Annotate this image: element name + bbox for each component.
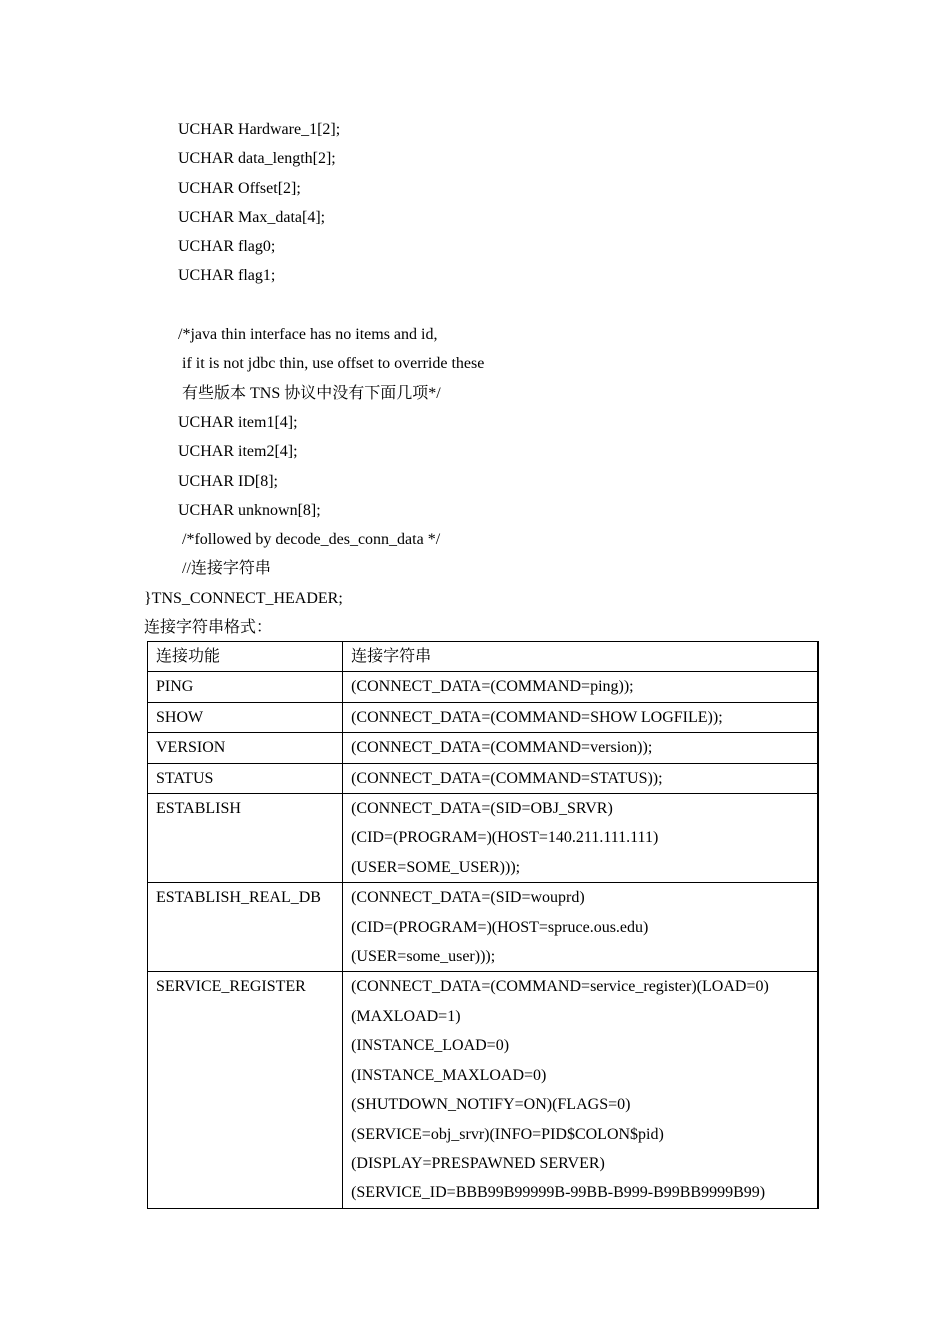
connect-string-line: (SERVICE=obj_srvr)(INFO=PID$COLON$pid) — [351, 1125, 664, 1143]
connect-string-cell — [343, 794, 818, 883]
connect-string-line: (DISPLAY=PRESPAWNED SERVER) — [351, 1154, 605, 1172]
table-row — [148, 672, 819, 702]
code-line: UCHAR unknown[8]; — [178, 501, 321, 519]
connect-string-cell — [343, 733, 818, 763]
connect-string-line: (SERVICE_ID=BBB99B99999B-99BB-B999-B99BB9999B99) — [351, 1184, 766, 1202]
function-cell: ESTABLISH_REAL_DB — [148, 883, 343, 972]
function-cell: STATUS — [148, 763, 343, 793]
code-line: UCHAR Max_data[4]; — [178, 208, 326, 226]
table-row — [148, 972, 819, 1208]
function-cell: PING — [148, 672, 343, 702]
code-line: UCHAR Hardware_1[2]; — [178, 121, 341, 138]
code-line: UCHAR flag1; — [178, 267, 276, 285]
connect-string-cell — [343, 672, 818, 702]
connect-string-line: (CONNECT_DATA=(COMMAND=version)); — [351, 739, 653, 757]
connect-string-cell — [343, 972, 818, 1208]
code-line: UCHAR Offset[2]; — [178, 179, 301, 197]
comment-line: 有些版本 TNS 协议中没有下面几项*/ — [178, 384, 441, 402]
connect-string-line: (MAXLOAD=1) — [351, 1007, 461, 1025]
function-cell: SHOW — [148, 702, 343, 732]
connect-string-line: (CONNECT_DATA=(SID=wouprd) — [351, 889, 585, 907]
table-header-row — [148, 642, 819, 672]
table-row — [148, 733, 819, 763]
code-line: UCHAR item2[4]; — [178, 443, 298, 461]
connect-string-line: (CONNECT_DATA=(COMMAND=service_register)(LOAD=0) — [351, 978, 769, 996]
connect-string-cell — [343, 883, 818, 972]
connect-string-line: (CONNECT_DATA=(SID=OBJ_SRVR) — [351, 800, 613, 818]
connect-string-line: (SHUTDOWN_NOTIFY=ON)(FLAGS=0) — [351, 1096, 631, 1114]
connect-string-line: (CID=(PROGRAM=)(HOST=140.211.111.111) — [351, 829, 659, 847]
struct-closing-line: }TNS_CONNECT_HEADER; — [144, 590, 343, 607]
header-cell-function: 连接功能 — [148, 642, 343, 672]
connect-string-line: (CONNECT_DATA=(COMMAND=STATUS)); — [351, 769, 663, 787]
comment-line: //连接字符串 — [178, 560, 271, 578]
table-row — [148, 883, 819, 972]
connect-string-line: (USER=SOME_USER))); — [351, 858, 521, 876]
connect-string-table — [147, 641, 819, 1209]
function-cell: SERVICE_REGISTER — [148, 972, 343, 1208]
connect-string-line: (INSTANCE_LOAD=0) — [351, 1037, 510, 1055]
code-line: UCHAR data_length[2]; — [178, 150, 336, 168]
connect-string-line: (USER=some_user))); — [351, 948, 496, 966]
comment-line: if it is not jdbc thin, use offset to override these — [178, 355, 485, 373]
comment-line: /*followed by decode_des_conn_data */ — [178, 531, 441, 549]
connect-string-line: (CID=(PROGRAM=)(HOST=spruce.ous.edu) — [351, 918, 649, 936]
table-row — [148, 763, 819, 793]
connect-string-line: (CONNECT_DATA=(COMMAND=ping)); — [351, 678, 634, 696]
connect-string-cell — [343, 702, 818, 732]
code-line: UCHAR item1[4]; — [178, 413, 298, 431]
connect-string-line: (CONNECT_DATA=(COMMAND=SHOW LOGFILE)); — [351, 708, 723, 726]
struct-field-list — [178, 115, 778, 584]
function-cell: VERSION — [148, 733, 343, 763]
function-cell: ESTABLISH — [148, 794, 343, 883]
table-row — [148, 794, 819, 883]
blank-line — [178, 291, 778, 320]
header-cell-connect-string: 连接字符串 — [343, 642, 818, 672]
section-heading: 连接字符串格式： — [144, 619, 273, 636]
connect-string-cell — [343, 763, 818, 793]
code-line: UCHAR ID[8]; — [178, 472, 278, 490]
code-line: UCHAR flag0; — [178, 238, 276, 256]
comment-line: /*java thin interface has no items and id, — [178, 326, 438, 344]
connect-string-line: (INSTANCE_MAXLOAD=0) — [351, 1066, 547, 1084]
table-row — [148, 702, 819, 732]
